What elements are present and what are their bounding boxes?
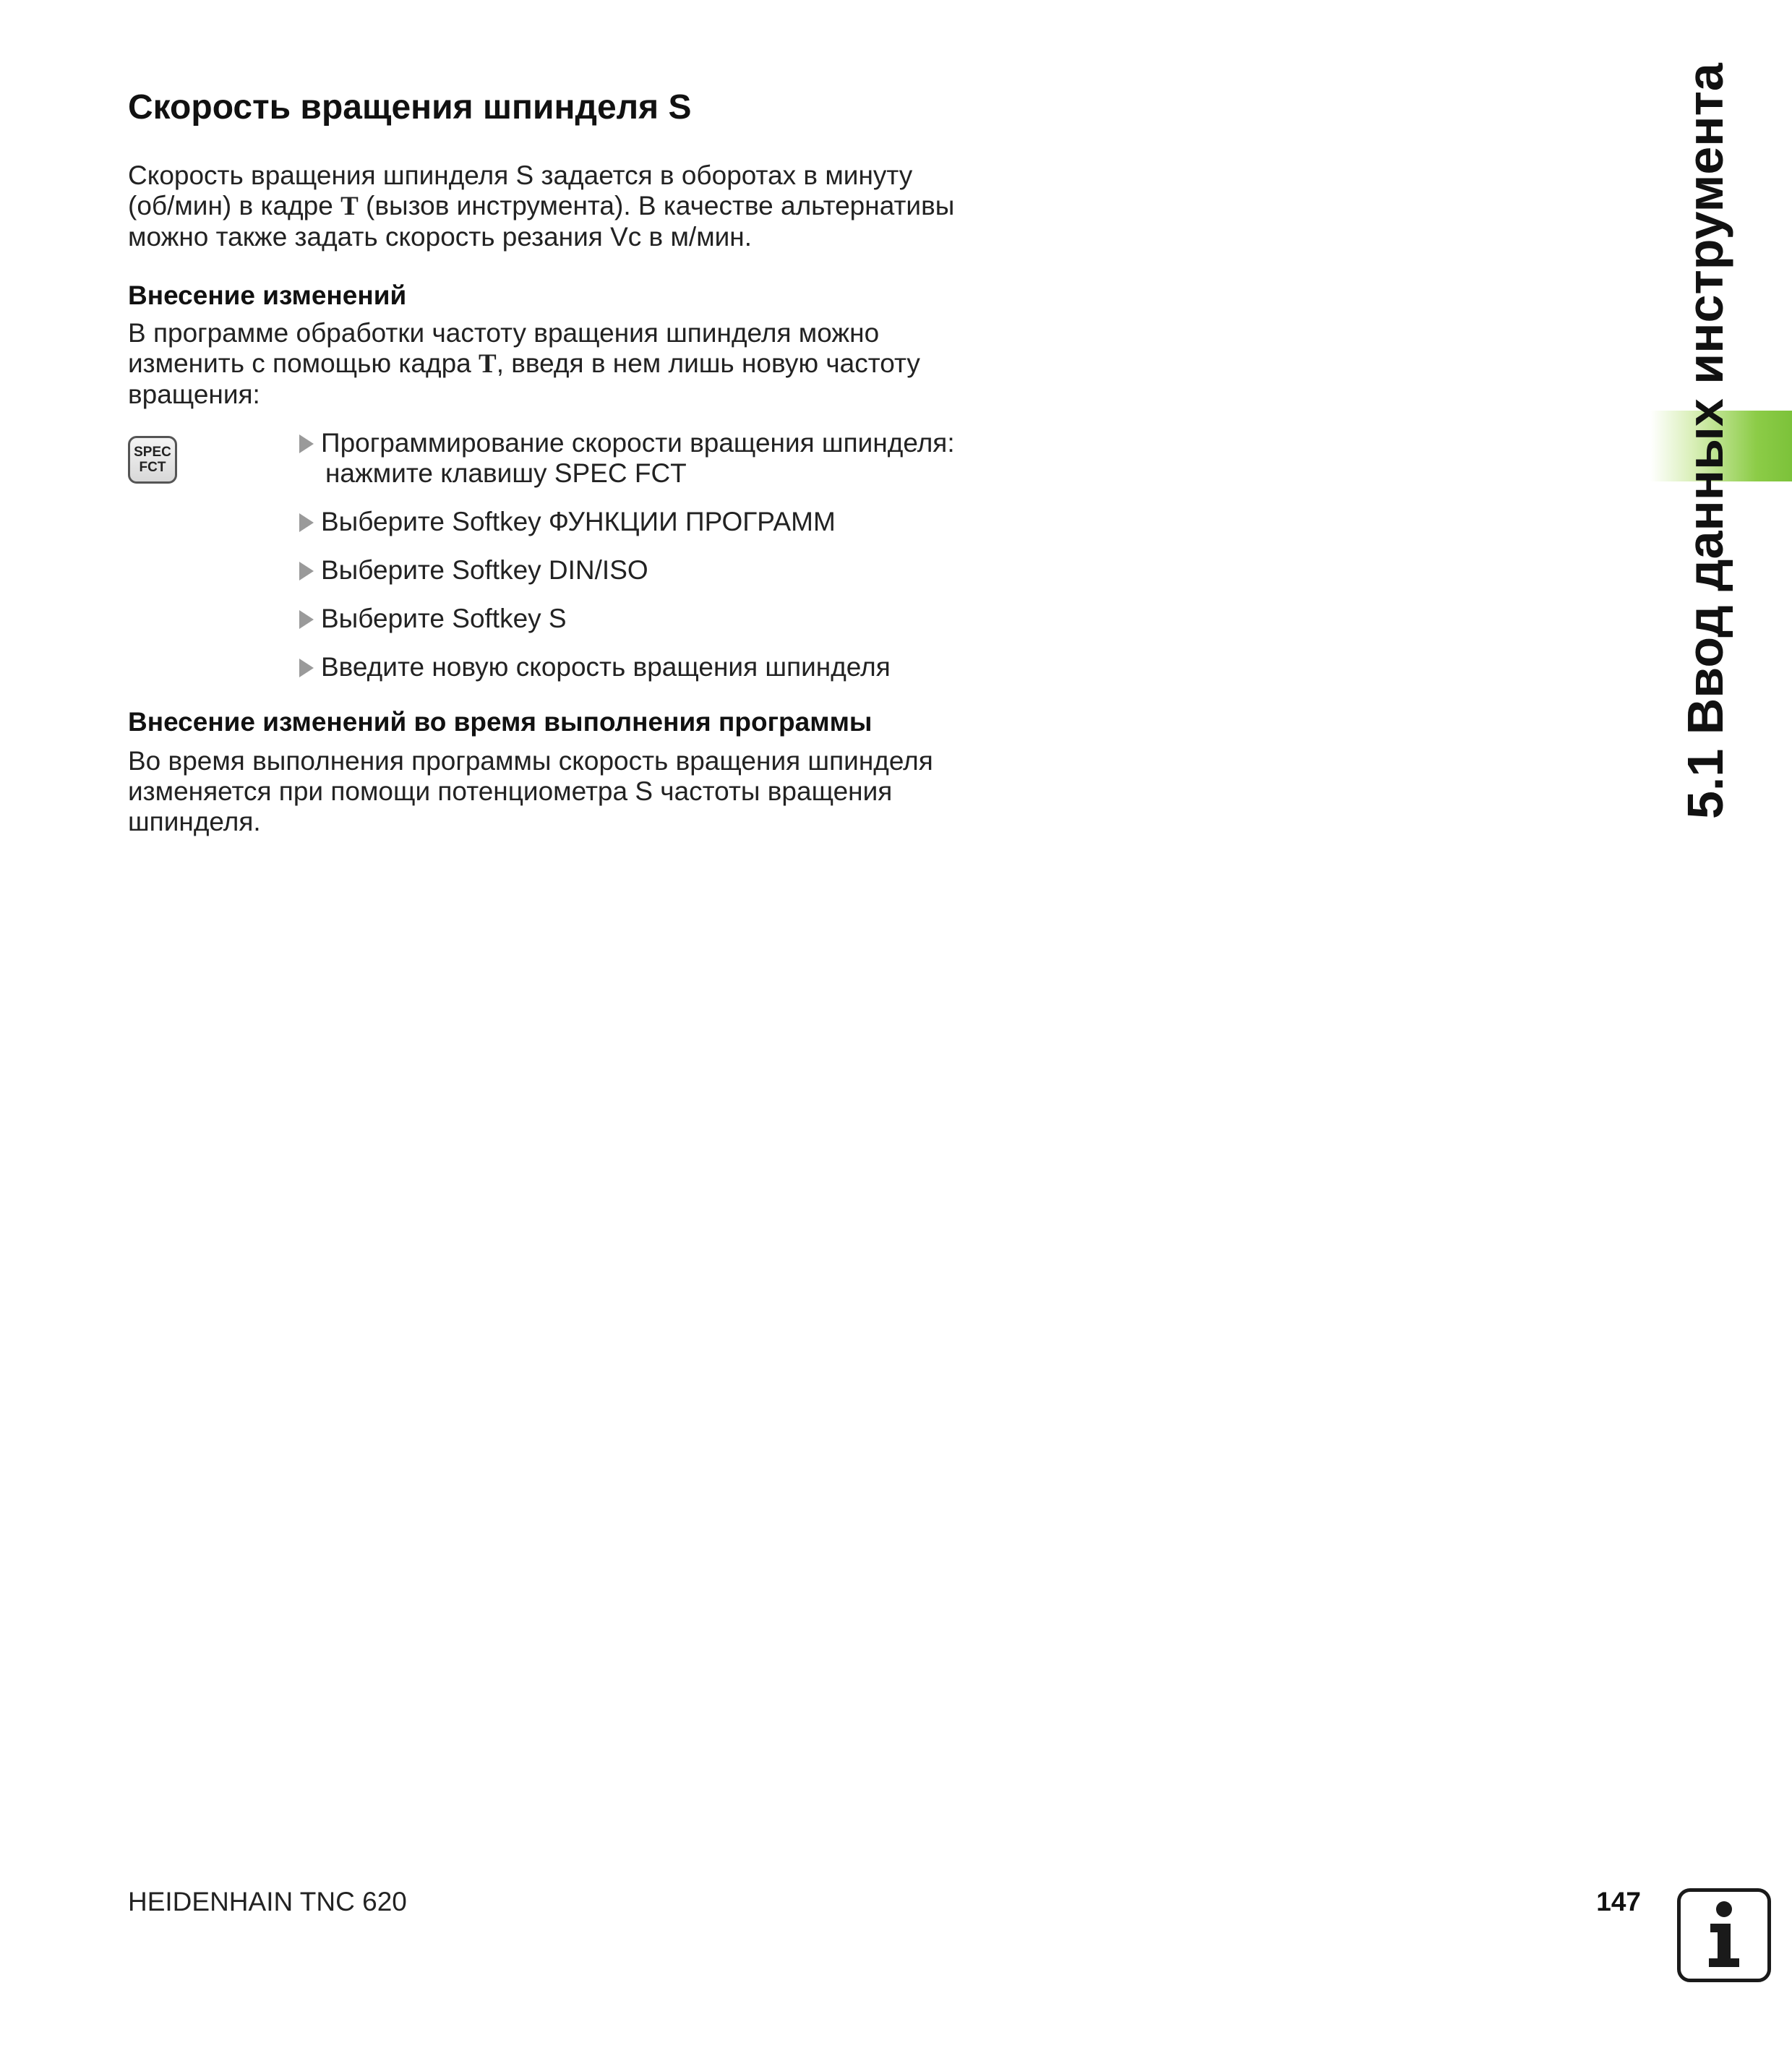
info-glyph: [1699, 1899, 1749, 1971]
info-icon: [1677, 1888, 1771, 1982]
key-label-line-2: FCT: [139, 460, 166, 475]
step-item: [298, 652, 985, 682]
triangle-arrow-icon: [299, 513, 314, 532]
changes-heading: Внесение изменений: [128, 280, 407, 310]
intro-line-1: Скорость вращения шпинделя S задается в оборотах в минуту: [128, 160, 913, 190]
key-label-line-1: SPEC: [134, 445, 171, 460]
triangle-arrow-icon: [299, 434, 314, 453]
spec-fct-key-icon: [128, 436, 177, 484]
page-title: Скорость вращения шпинделя S: [128, 88, 692, 127]
changes-line-2b: , введя в нем лишь новую частоту: [496, 348, 920, 378]
triangle-arrow-icon: [299, 562, 314, 580]
step-item: [298, 604, 985, 634]
triangle-arrow-icon: [299, 610, 314, 629]
runtime-line-1: Во время выполнения программы скорость вращения шпинделя: [128, 746, 933, 776]
step-text: Выберите Softkey ФУНКЦИИ ПРОГРАММ: [321, 507, 836, 536]
step-text: Программирование скорости вращения шпинделя:: [321, 428, 955, 458]
t-block-keyword-2: T: [479, 349, 497, 379]
runtime-line-3: шпинделя.: [128, 807, 261, 836]
changes-line-3: вращения:: [128, 380, 260, 409]
runtime-heading: Внесение изменений во время выполнения программы: [128, 707, 873, 737]
triangle-arrow-icon: [299, 659, 314, 677]
step-text: Выберите Softkey S: [321, 604, 567, 633]
changes-line-2a: изменить с помощью кадра: [128, 348, 479, 378]
step-item: [298, 428, 985, 489]
t-block-keyword: T: [340, 192, 359, 221]
step-text: Выберите Softkey DIN/ISO: [321, 555, 648, 585]
changes-line-1: В программе обработки частоту вращения шпинделя можно: [128, 318, 880, 348]
step-item: [298, 555, 985, 586]
step-text-continued: нажмите клавишу SPEC FCT: [325, 458, 687, 488]
intro-line-2b: (вызов инструмента). В качестве альтернативы: [358, 191, 955, 220]
runtime-line-2: изменяется при помощи потенциометра S частоты вращения: [128, 776, 893, 806]
steps-list: [298, 428, 985, 700]
page-number: 147: [1596, 1887, 1641, 1916]
chapter-title-vertical: 5.1 Ввод данных инструмента: [1677, 63, 1733, 819]
intro-line-2a: (об/мин) в кадре: [128, 191, 341, 220]
step-text: Введите новую скорость вращения шпинделя: [321, 652, 891, 682]
runtime-paragraph: [128, 746, 974, 837]
footer-product: HEIDENHAIN TNC 620: [128, 1887, 407, 1916]
intro-paragraph: [128, 160, 974, 252]
intro-line-3: можно также задать скорость резания Vc в м/мин.: [128, 222, 753, 252]
changes-paragraph: [128, 318, 974, 410]
step-item: [298, 507, 985, 537]
